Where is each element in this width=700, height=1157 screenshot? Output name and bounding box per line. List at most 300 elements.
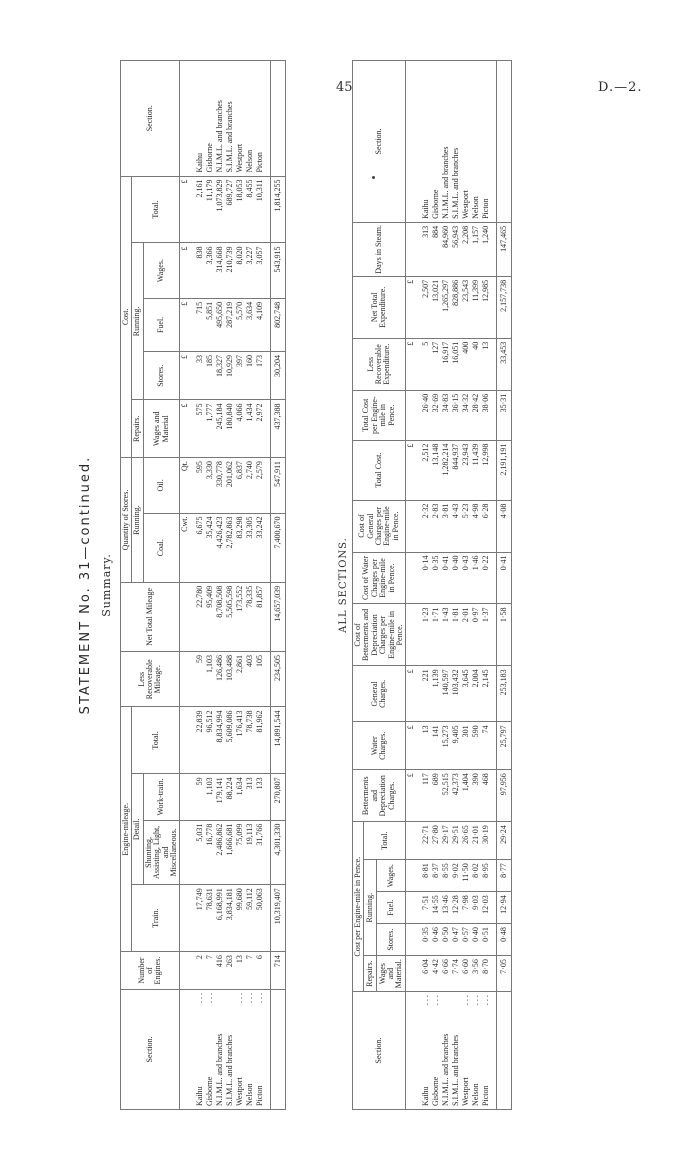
section-name: [235, 989, 245, 1109]
col-total-cost: Total Cost.: [353, 440, 406, 500]
table-total-row: [271, 61, 286, 1110]
col-coal: Coal.: [143, 513, 180, 582]
cell: 0·47: [451, 924, 461, 956]
unit-pound: £: [180, 243, 191, 298]
unit-qt: Qt.: [180, 458, 191, 513]
cell: 6·60: [461, 956, 471, 992]
cell: 23,943: [461, 440, 471, 500]
table-row: [431, 61, 441, 1110]
cell: 74: [481, 722, 497, 770]
section-name: [205, 989, 215, 1109]
cell: 25,797: [497, 722, 512, 770]
cell: 838: [190, 243, 205, 298]
cell: 9·03: [471, 892, 481, 924]
cell: 689,727: [225, 176, 235, 243]
cell: 1,073,829: [215, 176, 225, 243]
cell: 1·46: [471, 552, 481, 604]
table-row: [215, 61, 225, 1110]
section-name-right: S.I.M.L. and branches: [225, 61, 235, 177]
cell: 4,301,330: [271, 820, 286, 885]
cell: 12·28: [451, 892, 461, 924]
unit-cwt: Cwt.: [180, 513, 191, 582]
cell: 21·01: [471, 822, 481, 860]
cell: 590: [471, 722, 481, 770]
cell: 10,929: [225, 351, 235, 399]
cell: 330,778: [215, 458, 225, 513]
cell: 2·32: [416, 500, 431, 552]
cell: 7·98: [461, 892, 471, 924]
section-name: [461, 992, 471, 1110]
cell: 33,453: [497, 338, 512, 390]
cell: 11,399: [471, 276, 481, 338]
cell: 30,204: [271, 351, 286, 399]
cell: 2,208: [461, 222, 471, 276]
cell: 2,157,738: [497, 276, 512, 338]
cell: 6: [255, 952, 271, 990]
section-label: Nelson: [471, 1083, 481, 1106]
cell: 14,657,039: [271, 582, 286, 651]
table-row: [451, 61, 461, 1110]
col-general-charges: General Charges.: [353, 666, 406, 722]
dot-leaders: . . .: [461, 995, 471, 1006]
cell: 0·41: [441, 552, 451, 604]
cell: 9·02: [451, 860, 461, 892]
dot-leaders: . . .: [255, 992, 265, 1003]
unit-pound: £: [180, 351, 191, 399]
cell: 2,145: [481, 666, 497, 722]
unit-pound: £: [406, 440, 417, 500]
table-row: [235, 61, 245, 1110]
cell: 52,515: [441, 770, 451, 822]
cell: 2,512: [416, 440, 431, 500]
cell: 15,273: [441, 722, 451, 770]
cell: 18,327: [215, 351, 225, 399]
cell: 12·94: [497, 892, 512, 924]
cell: 127: [431, 338, 441, 390]
cell: 40: [471, 338, 481, 390]
cell: 13,148: [431, 440, 441, 500]
cell: 12·03: [481, 892, 497, 924]
cell: 301: [461, 722, 471, 770]
cell: 103,488: [225, 652, 235, 707]
engine-mileage-table: [120, 60, 286, 1110]
cell: 314,668: [215, 243, 225, 298]
col-stores: Stores.: [376, 924, 405, 956]
col-mileage-total: Total.: [132, 707, 180, 774]
cell: 2,486,862: [215, 820, 225, 885]
cell: 78,738: [245, 707, 255, 774]
table-row: [205, 61, 215, 1110]
cell: 1,139: [431, 666, 441, 722]
section-name-right: Nelson: [245, 61, 255, 177]
cell: 437,388: [271, 400, 286, 458]
cell: 36·15: [451, 390, 461, 440]
col-cost: Cost.: [121, 176, 132, 458]
cell: 81,857: [255, 582, 271, 651]
cell: 2,004: [471, 666, 481, 722]
col-water-charges: Water Charges.: [353, 722, 406, 770]
cell: 1,103: [205, 652, 215, 707]
cell: 5,505,598: [225, 582, 235, 651]
dot-leaders: . . .: [235, 992, 245, 1003]
cell: 7·51: [416, 892, 431, 924]
cell: 1·23: [416, 604, 431, 666]
cell: 38·06: [481, 390, 497, 440]
cell: 34·32: [461, 390, 471, 440]
cell: 75,099: [235, 820, 245, 885]
section-label: Nelson: [245, 1083, 255, 1106]
table-row: [225, 61, 235, 1110]
section-name-right: Westport: [235, 61, 245, 177]
cell: 1,265,297: [441, 276, 451, 338]
cell: 4,066: [235, 400, 245, 458]
cell: 2·01: [461, 604, 471, 666]
section-label: N.I.M.L. and branches: [215, 1033, 225, 1106]
cell: 6,837: [235, 458, 245, 513]
col-section: Section.: [121, 989, 180, 1109]
col-stores: Stores.: [143, 351, 180, 399]
cell: 5: [416, 338, 431, 390]
statement-subtitle: Summary.: [100, 553, 113, 617]
cell: 2,740: [245, 458, 255, 513]
col-fuel: Fuel.: [143, 298, 180, 351]
cell: 313: [245, 774, 255, 820]
cell: 221: [416, 666, 431, 722]
cell: 5,851: [205, 298, 215, 351]
cell: 1·71: [431, 604, 441, 666]
cell: 0·35: [431, 552, 441, 604]
cell: 35·31: [497, 390, 512, 440]
cell: 10,319,407: [271, 885, 286, 952]
cell: 844,937: [451, 440, 461, 500]
cell: 176,413: [235, 707, 245, 774]
cell: 33: [190, 351, 205, 399]
section-name: [441, 992, 451, 1110]
cell: 78,335: [245, 582, 255, 651]
section-label: Kaihu: [195, 1086, 205, 1106]
cell: 1,240: [481, 222, 497, 276]
section-label: Westport: [461, 1077, 471, 1106]
cell: 160: [245, 351, 255, 399]
col-section-right: Section.: [353, 61, 406, 223]
cell: 18,053: [235, 176, 245, 243]
cell: 7·74: [451, 956, 461, 992]
cell: 29·51: [451, 822, 461, 860]
cell: 2,507: [416, 276, 431, 338]
cell: 3·56: [471, 956, 481, 992]
cell: 103,432: [451, 666, 461, 722]
cell: 12,998: [481, 440, 497, 500]
cell: 0·50: [441, 924, 451, 956]
col-detail: Detail.: [132, 774, 143, 885]
cell: 2,972: [255, 400, 271, 458]
cell: 4·43: [451, 500, 461, 552]
cell: 8·55: [441, 860, 451, 892]
cell: 234,505: [271, 652, 286, 707]
table-row: [190, 61, 205, 1110]
section-name-right: Westport: [461, 61, 471, 223]
col-wages-material: Wages and Material.: [376, 956, 405, 992]
cell: 0·22: [481, 552, 497, 604]
cell: 12,985: [481, 276, 497, 338]
cell: 33,305: [245, 513, 255, 582]
cell: 11,179: [205, 176, 215, 243]
cell: 8·37: [431, 860, 441, 892]
cell: 400: [461, 338, 471, 390]
cell: 42,373: [451, 770, 461, 822]
cell: 547,911: [271, 458, 286, 513]
cell: 8,455: [245, 176, 255, 243]
section-label: Kaihu: [421, 1086, 431, 1106]
cell: 210,739: [225, 243, 235, 298]
cell: 1·58: [497, 604, 512, 666]
cell: 0·51: [481, 924, 497, 956]
col-net-mileage: Net Total Mileage: [121, 582, 180, 651]
section-name-right: S.I.M.L. and branches: [451, 61, 461, 223]
cell: 575: [190, 400, 205, 458]
cell: 29·17: [441, 822, 451, 860]
cell: 173,552: [235, 582, 245, 651]
cell: 1,404: [461, 770, 471, 822]
cell: 390: [471, 770, 481, 822]
cell: 2: [190, 952, 205, 990]
section-name-right: Picton: [255, 61, 271, 177]
cell: 1,282,214: [441, 440, 451, 500]
cell: 117: [416, 770, 431, 822]
cell: 0·48: [497, 924, 512, 956]
document-reference: D.—2.: [598, 80, 643, 95]
cell: 141: [431, 722, 441, 770]
cell: 99,680: [235, 885, 245, 952]
table-total-row: [497, 61, 512, 1110]
dot-leaders: . . .: [205, 992, 215, 1003]
col-cost-per-engine-mile: Cost per Engine-mile in Pence.: [353, 822, 364, 992]
section-label: Gisborne: [205, 1076, 215, 1106]
col-betterments: Betterments and Depreciation Charges.: [353, 770, 406, 822]
cell: 4·42: [431, 956, 441, 992]
cell: 14,891,544: [271, 707, 286, 774]
cell: 1,157: [471, 222, 481, 276]
cell: 59: [190, 774, 205, 820]
cell: 8·77: [497, 860, 512, 892]
table-row: [481, 61, 497, 1110]
cell: 97,956: [497, 770, 512, 822]
col-cost-general-em: Cost of General Charges per Engine-mile in Pence.: [353, 500, 406, 552]
cell: 8·70: [481, 956, 497, 992]
cell: 126,486: [215, 652, 225, 707]
cell: 1,666,681: [225, 820, 235, 885]
cell: 33,242: [255, 513, 271, 582]
cell: 13: [416, 722, 431, 770]
cell: 56,943: [451, 222, 461, 276]
section-name-right: Gisborne: [205, 61, 215, 177]
cell: 5,609,086: [225, 707, 235, 774]
cell: 884: [431, 222, 441, 276]
col-engine-mileage: Engine-mileage.: [121, 707, 132, 952]
cell: 1,634: [235, 774, 245, 820]
cell: 7·05: [497, 956, 512, 992]
cell: 59: [190, 652, 205, 707]
cell: 7: [245, 952, 255, 990]
cell: 4,426,423: [215, 513, 225, 582]
section-name-right: Gisborne: [431, 61, 441, 223]
cell: 16,917: [441, 338, 451, 390]
col-net-expenditure: Net Total Expenditure.: [353, 276, 406, 338]
cell: 403: [245, 652, 255, 707]
section-name: [255, 989, 271, 1109]
section-name-right: N.I.M.L. and branches: [215, 61, 225, 177]
section-name: [451, 992, 461, 1110]
table-row: [441, 61, 451, 1110]
col-less-recoverable: Less Recoverable Mileage.: [121, 652, 180, 707]
cell: 313: [416, 222, 431, 276]
section-label: Picton: [255, 1085, 265, 1106]
cell: 0·43: [461, 552, 471, 604]
cell: 3,834,181: [225, 885, 235, 952]
cell: 253,183: [497, 666, 512, 722]
cell: 6·04: [416, 956, 431, 992]
col-stores-running: Running.: [132, 458, 143, 583]
cell: 8,834,994: [215, 707, 225, 774]
section-name-right: Kaihu: [190, 61, 205, 177]
cell: 287,219: [225, 298, 235, 351]
col-total: Total.: [364, 822, 406, 860]
col-train: Train.: [132, 885, 180, 952]
section-name-right: Picton: [481, 61, 497, 223]
cell: 263: [225, 952, 235, 990]
cell: 3,227: [245, 243, 255, 298]
units-row: [406, 61, 417, 1110]
unit-pound: £: [180, 298, 191, 351]
page-number: 45: [336, 80, 353, 95]
cell: 95,409: [205, 582, 215, 651]
cell: 1·81: [451, 604, 461, 666]
rotated-statement: [70, 60, 630, 1110]
cell: 59,112: [245, 885, 255, 952]
cell: 0·14: [416, 552, 431, 604]
col-total-cost-em: Total Cost per Engine-mile in Pence.: [353, 390, 406, 440]
cell: 6,168,991: [215, 885, 225, 952]
cell: 11,439: [471, 440, 481, 500]
cell: 147,465: [497, 222, 512, 276]
cell: 3,057: [255, 243, 271, 298]
cell: 23,543: [461, 276, 471, 338]
cell: 2,161: [190, 176, 205, 243]
col-engines: Number of Engines.: [121, 952, 180, 990]
cell: 714: [271, 952, 286, 990]
cell: 22,839: [190, 707, 205, 774]
cell: 26·40: [416, 390, 431, 440]
cell: 1,434: [245, 400, 255, 458]
cell: 715: [190, 298, 205, 351]
section-name: [416, 992, 431, 1110]
table-row: [471, 61, 481, 1110]
cell: 1·43: [441, 604, 451, 666]
cell: 3·81: [441, 500, 451, 552]
cell: 245,184: [215, 400, 225, 458]
cell: 7: [205, 952, 215, 990]
cell: 416: [215, 952, 225, 990]
table-row: [461, 61, 471, 1110]
col-oil: Oil.: [143, 458, 180, 513]
cell: 3,645: [461, 666, 471, 722]
col-cost-total: Total.: [132, 176, 180, 243]
col-wages-material: Wages and Material: [143, 400, 180, 458]
section-name: [190, 989, 205, 1109]
cell: 6·66: [441, 956, 451, 992]
section-label: Picton: [481, 1085, 491, 1106]
cell: 0·40: [471, 924, 481, 956]
cell: 0·97: [471, 604, 481, 666]
unit-pound: £: [180, 400, 191, 458]
col-days-in-steam: Days in Steam.: [353, 222, 406, 276]
col-running: Running.: [364, 860, 377, 956]
section-name: [225, 989, 235, 1109]
cell: 10,311: [255, 176, 271, 243]
cell: 270,807: [271, 774, 286, 820]
cell: 802,748: [271, 298, 286, 351]
cell: 595: [190, 458, 205, 513]
cell: 543,915: [271, 243, 286, 298]
cell: 105: [255, 652, 271, 707]
unit-pound: £: [406, 722, 417, 770]
cell: 17,749: [190, 885, 205, 952]
cell: 1,103: [205, 774, 215, 820]
cell: 13: [481, 338, 497, 390]
col-repairs: Repairs.: [132, 400, 143, 458]
section-label: S.I.M.L. and branches: [225, 1034, 235, 1106]
cell: 8,708,508: [215, 582, 225, 651]
section-name: [245, 989, 255, 1109]
cell: 13,021: [431, 276, 441, 338]
unit-pound: £: [406, 666, 417, 722]
cell: 2,861: [235, 652, 245, 707]
cell: 96,512: [205, 707, 215, 774]
section-name: [431, 992, 441, 1110]
cell: 4,109: [255, 298, 271, 351]
cell: 0·41: [497, 552, 512, 604]
cell: 31,766: [255, 820, 271, 885]
cell: 13·46: [441, 892, 451, 924]
unit-pound: £: [406, 276, 417, 338]
cell: 29·24: [497, 822, 512, 860]
unit-pound: £: [406, 770, 417, 822]
cell: 5·23: [461, 500, 471, 552]
section-name-right: Kaihu: [416, 61, 431, 223]
cell: 1,777: [205, 400, 215, 458]
cost-per-engine-mile-table: [352, 60, 512, 1110]
cell: 140,597: [441, 666, 451, 722]
section-label: Gisborne: [431, 1076, 441, 1106]
cell: 9,405: [451, 722, 461, 770]
cell: 185: [205, 351, 215, 399]
section-label: N.I.M.L. and branches: [441, 1033, 451, 1106]
section-name: [215, 989, 225, 1109]
cell: 8·02: [471, 860, 481, 892]
cell: 2·83: [431, 500, 441, 552]
col-less-recoverable: Less Recoverable Expenditure.: [353, 338, 406, 390]
cell: 83,298: [235, 513, 245, 582]
cell: 14·55: [431, 892, 441, 924]
cell: 1,814,255: [271, 176, 286, 243]
cell: 689: [431, 770, 441, 822]
cell: 3,330: [205, 458, 215, 513]
cell: 397: [235, 351, 245, 399]
cell: 78,631: [205, 885, 215, 952]
cell: 4·98: [471, 500, 481, 552]
col-wages: Wages.: [143, 243, 180, 298]
section-name: [481, 992, 497, 1110]
